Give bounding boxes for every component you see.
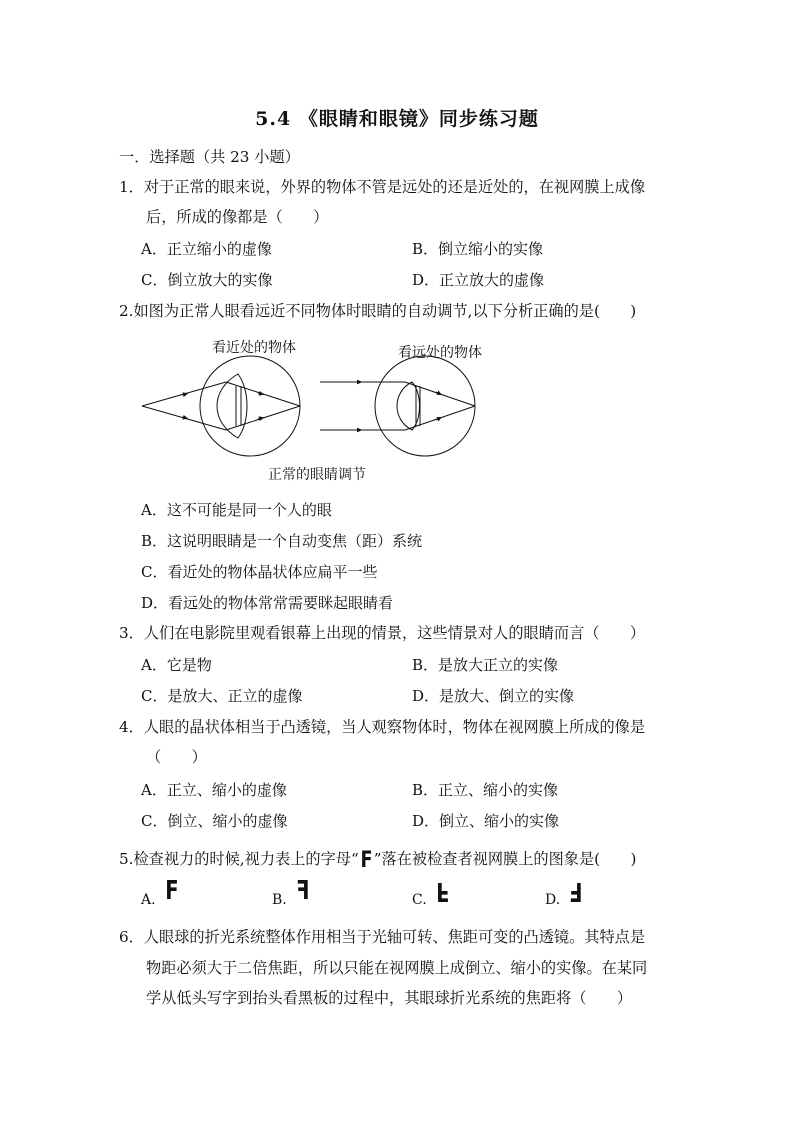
near-eye-diagram (142, 356, 300, 456)
q2-option-a: A．这不可能是同一个人的眼 (141, 501, 332, 519)
figure-label-far: 看远处的物体 (398, 345, 482, 361)
q5-option-d-glyph: F (569, 876, 583, 906)
q5-option-b-glyph: F (296, 876, 310, 906)
question-4-text: 4．人眼的晶状体相当于凸透镜，当人观察物体时，物体在视网膜上所成的像是 (119, 718, 646, 736)
question-5-text (119, 848, 636, 873)
question-1-text: 1．对于正常的眼来说，外界的物体不管是远处的还是近处的，在视网膜上成像 (119, 178, 646, 196)
q5-option-c-label: C. (412, 892, 427, 908)
q5-text-post: ”落在被检查者视网膜上的图象是( ) (373, 850, 637, 868)
q3-option-a: A．它是物 (141, 656, 212, 674)
q5-option-a-label: A. (141, 892, 156, 908)
q2-option-d: D．看远处的物体常常需要眯起眼睛看 (141, 594, 394, 612)
q1-option-c: C．倒立放大的实像 (141, 271, 273, 289)
q5-letter-f: F (360, 848, 373, 873)
far-eye-diagram (320, 356, 475, 456)
q3-option-c: C．是放大、正立的虚像 (141, 687, 303, 705)
section-heading: 一．选择题（共 23 小题） (119, 148, 300, 166)
q5-option-d-label: D. (545, 892, 561, 908)
question-6-text: 6．人眼球的折光系统整体作用相当于光轴可转、焦距可变的凸透镜。其特点是 (119, 928, 646, 946)
q2-option-b: B．这说明眼睛是一个自动变焦（距）系统 (141, 532, 423, 550)
figure-caption: 正常的眼睛调节 (268, 467, 366, 483)
q1-option-b: B．倒立缩小的实像 (412, 240, 544, 258)
q3-option-d: D．是放大、倒立的实像 (412, 687, 575, 705)
question-6-text-cont1: 物距必须大于二倍焦距，所以只能在视网膜上成倒立、缩小的实像。在某同 (146, 959, 648, 977)
figure-label-near: 看近处的物体 (212, 340, 296, 356)
page-title: 5.4 《眼睛和眼镜》同步练习题 (255, 108, 539, 130)
question-6-text-cont2: 学从低头写字到抬头看黑板的过程中，其眼球折光系统的焦距将（ ） (146, 989, 632, 1007)
q4-option-b: B．正立、缩小的实像 (412, 781, 559, 799)
question-3-text: 3．人们在电影院里观看银幕上出现的情景，这些情景对人的眼睛而言（ ） (119, 624, 646, 642)
question-1-text-cont: 后，所成的像都是（ ） (146, 208, 329, 226)
q4-option-a: A．正立、缩小的虚像 (141, 781, 287, 799)
q5-option-a-glyph: F (165, 876, 179, 906)
q5-option-b-label: B. (272, 892, 287, 908)
q3-option-b: B．是放大正立的实像 (412, 656, 559, 674)
q4-option-d: D．倒立、缩小的实像 (412, 812, 560, 830)
q1-option-d: D．正立放大的虚像 (412, 271, 545, 289)
q5-option-c-glyph: F (436, 876, 450, 906)
question-4-text-cont: （ ） (146, 748, 207, 766)
q5-text-pre: 5.检查视力的时候,视力表上的字母“ (119, 850, 359, 868)
question-2-text: 2.如图为正常人眼看远近不同物体时眼睛的自动调节,以下分析正确的是( ) (119, 302, 637, 320)
q2-option-c: C．看近处的物体晶状体应扁平一些 (141, 563, 378, 581)
q1-option-a: A．正立缩小的虚像 (141, 240, 272, 258)
q4-option-c: C．倒立、缩小的虚像 (141, 812, 288, 830)
